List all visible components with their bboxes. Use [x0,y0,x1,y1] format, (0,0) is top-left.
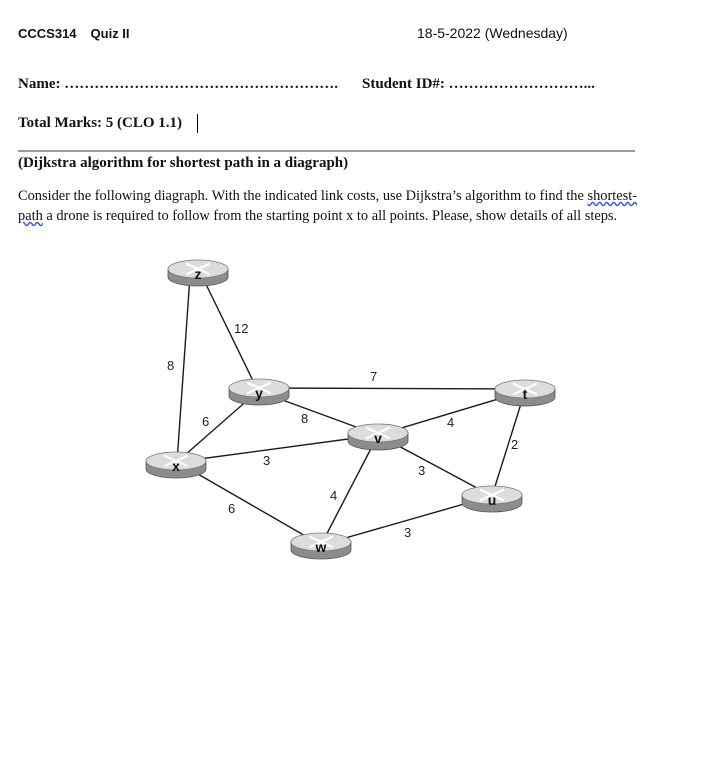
router-node-v [348,424,408,450]
edge-y-t [258,388,525,389]
cost-w-u: 3 [404,525,412,540]
router-node-t [495,380,555,406]
cost-v-t: 4 [447,415,455,430]
course-code: CCCS314 [18,26,77,41]
cost-z-y: 12 [234,321,249,336]
node-label-y: y [255,385,263,401]
node-label-v: v [374,430,382,446]
cost-v-u: 3 [418,463,426,478]
cost-y-v: 8 [301,411,309,426]
student-id-field[interactable]: Student ID#: ………………………... [362,76,595,92]
prompt-text-end: a drone is required to follow from the starting point x to all points. Please, show details of all steps. [42,208,618,224]
node-label-x: x [172,458,180,474]
node-label-u: u [487,492,497,508]
quiz-date: 18-5-2022 (Wednesday) [417,25,568,41]
name-field[interactable]: Name: ………………………………………………. [18,76,338,92]
router-node-w [291,533,351,559]
prompt-text-start: Consider the following diagraph. With the indicated link costs, use Dijkstra’s algorithm to find the [18,188,588,204]
router-node-y [229,379,289,405]
router-node-x [146,452,206,478]
cost-t-u: 2 [511,437,519,452]
cost-v-w: 4 [330,488,338,503]
total-marks: Total Marks: 5 (CLO 1.1) [18,115,183,131]
node-label-w: w [315,539,327,555]
node-label-t: t [522,386,528,402]
spellcheck-flagged-word[interactable]: shortest-path [18,188,638,224]
edge-t-u [492,391,525,496]
graph-nodes [146,260,555,559]
node-label-z: z [194,266,202,282]
section-title: (Dijkstra algorithm for shortest path in a diagraph) [18,155,349,171]
edge-z-y [200,272,258,391]
router-node-u [462,486,522,512]
quiz-title: Quiz II [90,26,130,41]
cost-x-v: 3 [263,453,271,468]
cost-x-w: 6 [228,501,236,516]
cost-y-t: 7 [370,369,378,384]
cost-z-x: 8 [167,358,175,373]
edge-z-x [177,276,190,462]
router-node-z [168,260,228,286]
cost-y-x: 6 [202,414,210,429]
